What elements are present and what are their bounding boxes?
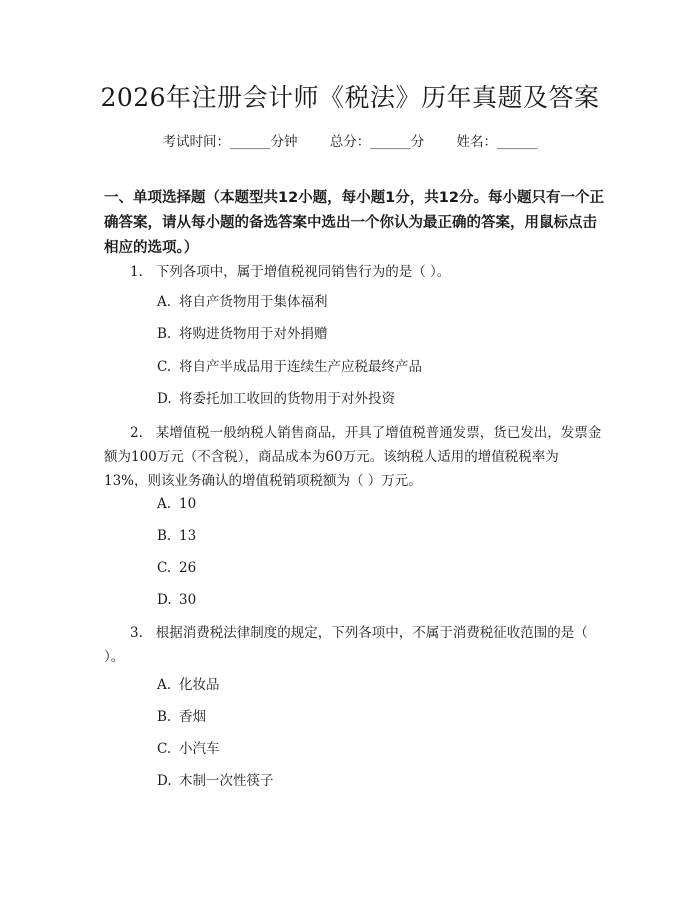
question-1-option-b[interactable] [157,324,597,344]
question-1-text: 下列各项中，属于增值税视同销售行为的是（ ）。 [155,264,451,280]
option-letter: A. [157,677,172,693]
question-1-option-d[interactable] [157,389,597,409]
option-letter: B. [157,709,172,725]
question-3-option-d[interactable] [157,771,597,791]
option-text: 13 [179,528,197,544]
option-letter: D. [157,592,172,608]
option-text: 化妆品 [179,677,220,693]
question-2-number: 2. [130,425,143,441]
question-3-option-b[interactable] [157,707,597,727]
question-1-option-c[interactable] [157,357,597,377]
option-text: 26 [179,560,197,576]
question-2-option-b[interactable] [157,526,597,546]
question-2 [104,421,602,493]
total-score-label: 总分： [329,134,371,150]
option-letter: C. [157,560,172,576]
exam-time-unit: 分钟 [270,134,298,150]
option-letter: C. [157,359,172,375]
exam-time-field [162,130,297,150]
option-text: 10 [179,496,197,512]
option-letter: C. [157,741,172,757]
question-3-option-a[interactable] [157,675,597,695]
question-1-option-a[interactable] [157,292,597,312]
question-2-option-d[interactable] [157,590,597,610]
section-heading: 一、单项选择题（本题型共12小题，每小题1分，共12分。每小题只有一个正确答案，请从每小题的备选答案中选出一个你认为最正确的答案，用鼠标点击相应的选项。） [104,190,604,256]
total-score-unit: 分 [410,134,425,150]
question-1-number: 1. [130,264,143,280]
option-text: 小汽车 [179,741,220,757]
question-3-text: 根据消费税法律制度的规定，下列各项中，不属于消费税征收范围的是（ ）。 [104,625,588,665]
option-letter: A. [157,294,172,310]
option-letter: D. [157,391,172,407]
exam-time-blank: ______ [229,134,271,150]
question-1 [104,260,602,284]
question-2-option-c[interactable] [157,558,597,578]
option-text: 将自产货物用于集体福利 [179,294,328,310]
exam-time-label: 考试时间： [162,134,230,150]
name-label: 姓名： [456,134,498,150]
question-3-option-c[interactable] [157,739,597,759]
option-text: 木制一次性筷子 [179,773,274,789]
option-letter: D. [157,773,172,789]
option-letter: B. [157,326,172,342]
option-text: 将购进货物用于对外捐赠 [179,326,328,342]
option-text: 香烟 [179,709,206,725]
option-text: 将委托加工收回的货物用于对外投资 [179,391,395,407]
document-title: 2026年注册会计师《税法》历年真题及答案 [100,83,600,112]
total-score-field [330,130,425,150]
option-letter: A. [157,496,172,512]
option-letter: B. [157,528,172,544]
name-field [457,130,538,150]
name-blank: ______ [497,134,538,150]
question-3 [104,621,602,669]
question-2-option-a[interactable] [157,494,597,514]
total-score-blank: ______ [370,134,411,150]
question-3-number: 3. [130,625,143,641]
question-2-text: 某增值税一般纳税人销售商品，开具了增值税普通发票，货已发出，发票金额为100万元（不含税），商品成本为60万元。该纳税人适用的增值税税率为13%，则该业务确认的增值税销项税额为（ ）万元。 [104,425,602,489]
option-text: 30 [179,592,197,608]
exam-info-line [0,130,700,150]
option-text: 将自产半成品用于连续生产应税最终产品 [179,359,422,375]
